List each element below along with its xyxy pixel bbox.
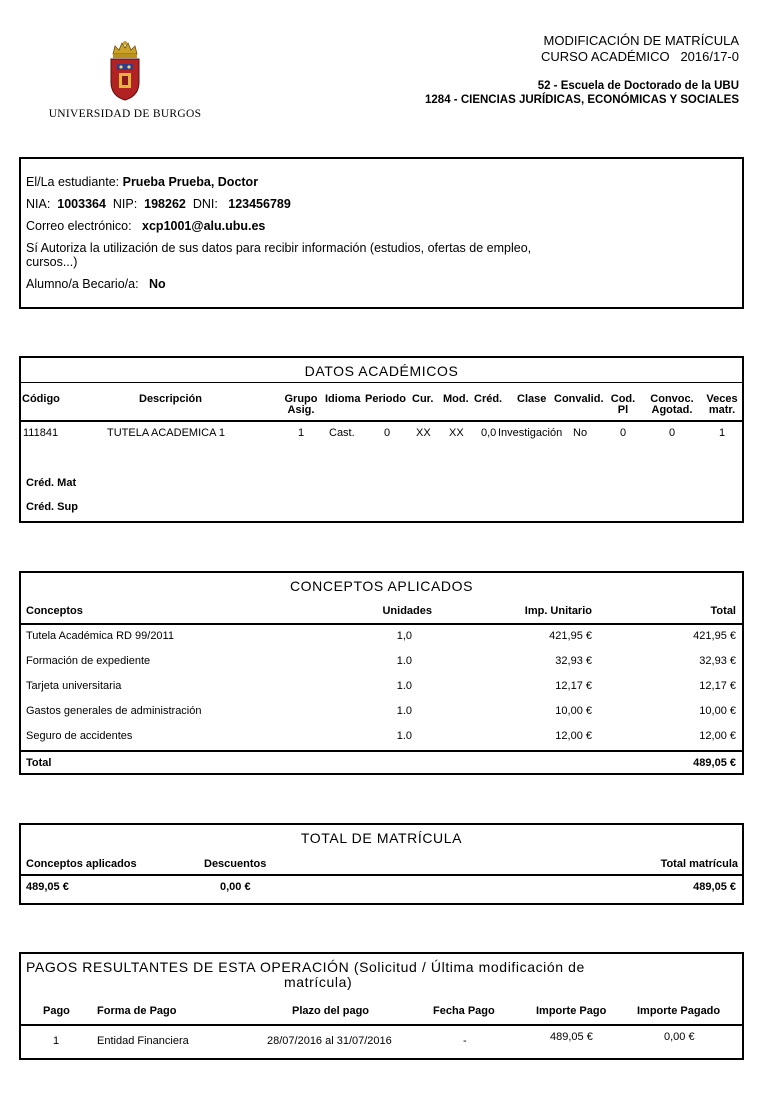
value-descuentos: 0,00 €: [220, 881, 251, 893]
document-header: [425, 33, 739, 107]
col-periodo: Periodo: [365, 393, 406, 405]
payments-header-row: [21, 994, 742, 1026]
row-forma-pago: Entidad Financiera: [97, 1035, 189, 1047]
concept-unidades: 1.0: [396, 730, 412, 742]
student-email-row: [26, 215, 742, 237]
email-value: xcp1001@alu.ubu.es: [142, 219, 266, 233]
student-name-label: El/La estudiante:: [26, 175, 120, 189]
concept-total: 12,00 €: [699, 730, 736, 742]
payments-title-line-1: PAGOS RESULTANTES DE ESTA OPERACIÓN (Solicitud / Última modificación de: [26, 959, 585, 975]
becario-label: Alumno/a Becario/a:: [26, 277, 139, 291]
concept-total: 32,93 €: [699, 655, 736, 667]
payments-box: [19, 952, 744, 1060]
col-codpl: [608, 394, 638, 416]
payments-title-line-2: matrícula): [284, 974, 353, 990]
academic-title: DATOS ACADÉMICOS: [304, 363, 459, 379]
student-name-row: [26, 171, 742, 193]
table-row: [21, 700, 742, 725]
col-idioma: Idioma: [325, 393, 361, 405]
course-value: 2016/17-0: [680, 49, 739, 64]
program-name: 1284 - CIENCIAS JURÍDICAS, ECONÓMICAS Y SOCIALES: [425, 94, 739, 106]
course-line: [425, 49, 739, 65]
university-logo: [40, 40, 210, 125]
nip-value: 198262: [144, 197, 186, 211]
concept-unidades: 1.0: [396, 655, 412, 667]
col-grupo: [283, 394, 319, 416]
concepts-total-label: Total: [26, 757, 52, 769]
dni-value: 123456789: [228, 197, 291, 211]
row-descripcion: TUTELA ACADEMICA 1: [107, 427, 225, 439]
col-mod: Mod.: [443, 393, 469, 405]
concept-unidades: 1.0: [396, 680, 412, 692]
consent-line-2: cursos...): [26, 255, 78, 269]
concepts-header-row: [21, 597, 742, 625]
concept-unitario: 12,00 €: [555, 730, 592, 742]
academic-data-box: [19, 356, 744, 523]
row-fecha-pago: -: [463, 1035, 467, 1047]
student-name: Prueba Prueba, Doctor: [122, 175, 259, 189]
row-veces: 1: [718, 427, 726, 439]
concept-total: 421,95 €: [693, 630, 736, 642]
concept-unitario: 32,93 €: [555, 655, 592, 667]
row-periodo: 0: [384, 427, 391, 439]
col-total-matricula: Total matrícula: [660, 858, 738, 870]
col-convoc: [646, 394, 698, 416]
row-convoc: 0: [668, 427, 676, 439]
concept-unitario: 10,00 €: [555, 705, 592, 717]
student-box: [19, 157, 744, 309]
row-clase: Investigación: [498, 427, 563, 439]
col-veces: [703, 394, 741, 416]
nia-label: NIA:: [26, 197, 51, 211]
row-cred: 0,0: [481, 427, 497, 439]
col-descuentos: Descuentos: [204, 858, 267, 870]
col-importe-pago: Importe Pago: [536, 1005, 607, 1017]
col-cred: Créd.: [474, 393, 503, 405]
row-pago: 1: [53, 1035, 60, 1047]
col-codpl-1: Cod.: [610, 393, 636, 405]
concept-total: 10,00 €: [699, 705, 736, 717]
cred-mat-label: Créd. Mat: [26, 477, 77, 489]
total-matricula-box: [19, 823, 744, 905]
col-forma-pago: Forma de Pago: [97, 1005, 177, 1017]
col-convoc-1: Convoc.: [650, 393, 694, 405]
concepts-box: [19, 571, 744, 775]
academic-header-row: [21, 382, 742, 422]
col-descripcion: Descripción: [139, 393, 202, 405]
nia-value: 1003364: [57, 197, 106, 211]
email-label: Correo electrónico:: [26, 219, 132, 233]
row-idioma: Cast.: [329, 427, 355, 439]
university-crest-icon: [105, 40, 145, 102]
row-importe-pago: 489,05 €: [550, 1031, 593, 1043]
col-convalid: Convalid.: [554, 393, 604, 405]
table-row: [21, 650, 742, 675]
becario-row: [26, 273, 742, 295]
col-total: Total: [710, 605, 736, 617]
concept-unidades: 1.0: [396, 705, 412, 717]
col-veces-1: Veces: [706, 393, 738, 405]
course-label: CURSO ACADÉMICO: [541, 49, 670, 64]
col-codpl-2: Pl: [617, 404, 629, 416]
total-matricula-title: TOTAL DE MATRÍCULA: [300, 830, 463, 846]
col-imp-unitario: Imp. Unitario: [524, 605, 592, 617]
table-row: [21, 625, 742, 650]
col-conceptos-aplicados: Conceptos aplicados: [26, 858, 137, 870]
col-pago: Pago: [43, 1005, 70, 1017]
document-title: MODIFICACIÓN DE MATRÍCULA: [543, 33, 739, 48]
concepts-rows: [21, 625, 742, 750]
concept-name: Seguro de accidentes: [26, 730, 133, 742]
concept-unitario: 421,95 €: [549, 630, 592, 642]
concepts-total-value: 489,05 €: [693, 757, 736, 769]
table-row: [21, 1026, 742, 1056]
col-codigo: Código: [22, 393, 60, 405]
concept-name: Tutela Académica RD 99/2011: [26, 630, 174, 642]
row-codpl: 0: [619, 427, 627, 439]
col-importe-pagado: Importe Pagado: [637, 1005, 721, 1017]
row-cur: XX: [416, 427, 431, 439]
col-grupo-1: Grupo: [284, 393, 318, 405]
col-veces-2: matr.: [708, 404, 736, 416]
table-row: [21, 725, 742, 750]
row-convalid: No: [573, 427, 588, 439]
col-conceptos: Conceptos: [26, 605, 83, 617]
concept-name: Formación de expediente: [26, 655, 151, 667]
value-conceptos-aplicados: 489,05 €: [26, 881, 69, 893]
row-importe-pagado: 0,00 €: [664, 1031, 695, 1043]
col-plazo-pago: Plazo del pago: [292, 1005, 370, 1017]
consent-line-1: Sí Autoriza la utilización de sus datos para recibir información (estudios, ofertas de empleo,: [26, 241, 532, 255]
school-name: 52 - Escuela de Doctorado de la UBU: [537, 80, 739, 92]
student-ids-row: [26, 193, 742, 215]
row-mod: XX: [449, 427, 464, 439]
table-row: [21, 675, 742, 700]
concepts-total-row: [21, 750, 742, 774]
payments-title: [21, 954, 742, 994]
value-total-matricula: 489,05 €: [693, 881, 736, 893]
concept-name: Gastos generales de administración: [26, 705, 202, 717]
row-codigo: 111841: [23, 427, 59, 439]
concept-total: 12,17 €: [699, 680, 736, 692]
row-grupo: 1: [297, 427, 305, 439]
table-row: [21, 422, 742, 444]
col-fecha-pago: Fecha Pago: [433, 1005, 495, 1017]
col-convoc-2: Agotad.: [651, 404, 693, 416]
nip-label: NIP:: [112, 197, 138, 211]
concept-name: Tarjeta universitaria: [26, 680, 122, 692]
concept-unitario: 12,17 €: [555, 680, 592, 692]
dni-label: DNI:: [192, 197, 218, 211]
col-unidades: Unidades: [382, 605, 432, 617]
becario-value: No: [148, 277, 166, 291]
concepts-title: CONCEPTOS APLICADOS: [289, 578, 474, 594]
total-header-row: [21, 849, 742, 876]
university-name: UNIVERSIDAD DE BURGOS: [48, 108, 202, 120]
table-row: [21, 876, 742, 903]
col-cur: Cur.: [412, 393, 434, 405]
cred-sup-label: Créd. Sup: [26, 501, 78, 513]
row-plazo-pago: 28/07/2016 al 31/07/2016: [267, 1035, 392, 1047]
concept-unidades: 1,0: [396, 630, 412, 642]
col-clase: Clase: [517, 393, 547, 405]
col-grupo-2: Asig.: [287, 404, 315, 416]
